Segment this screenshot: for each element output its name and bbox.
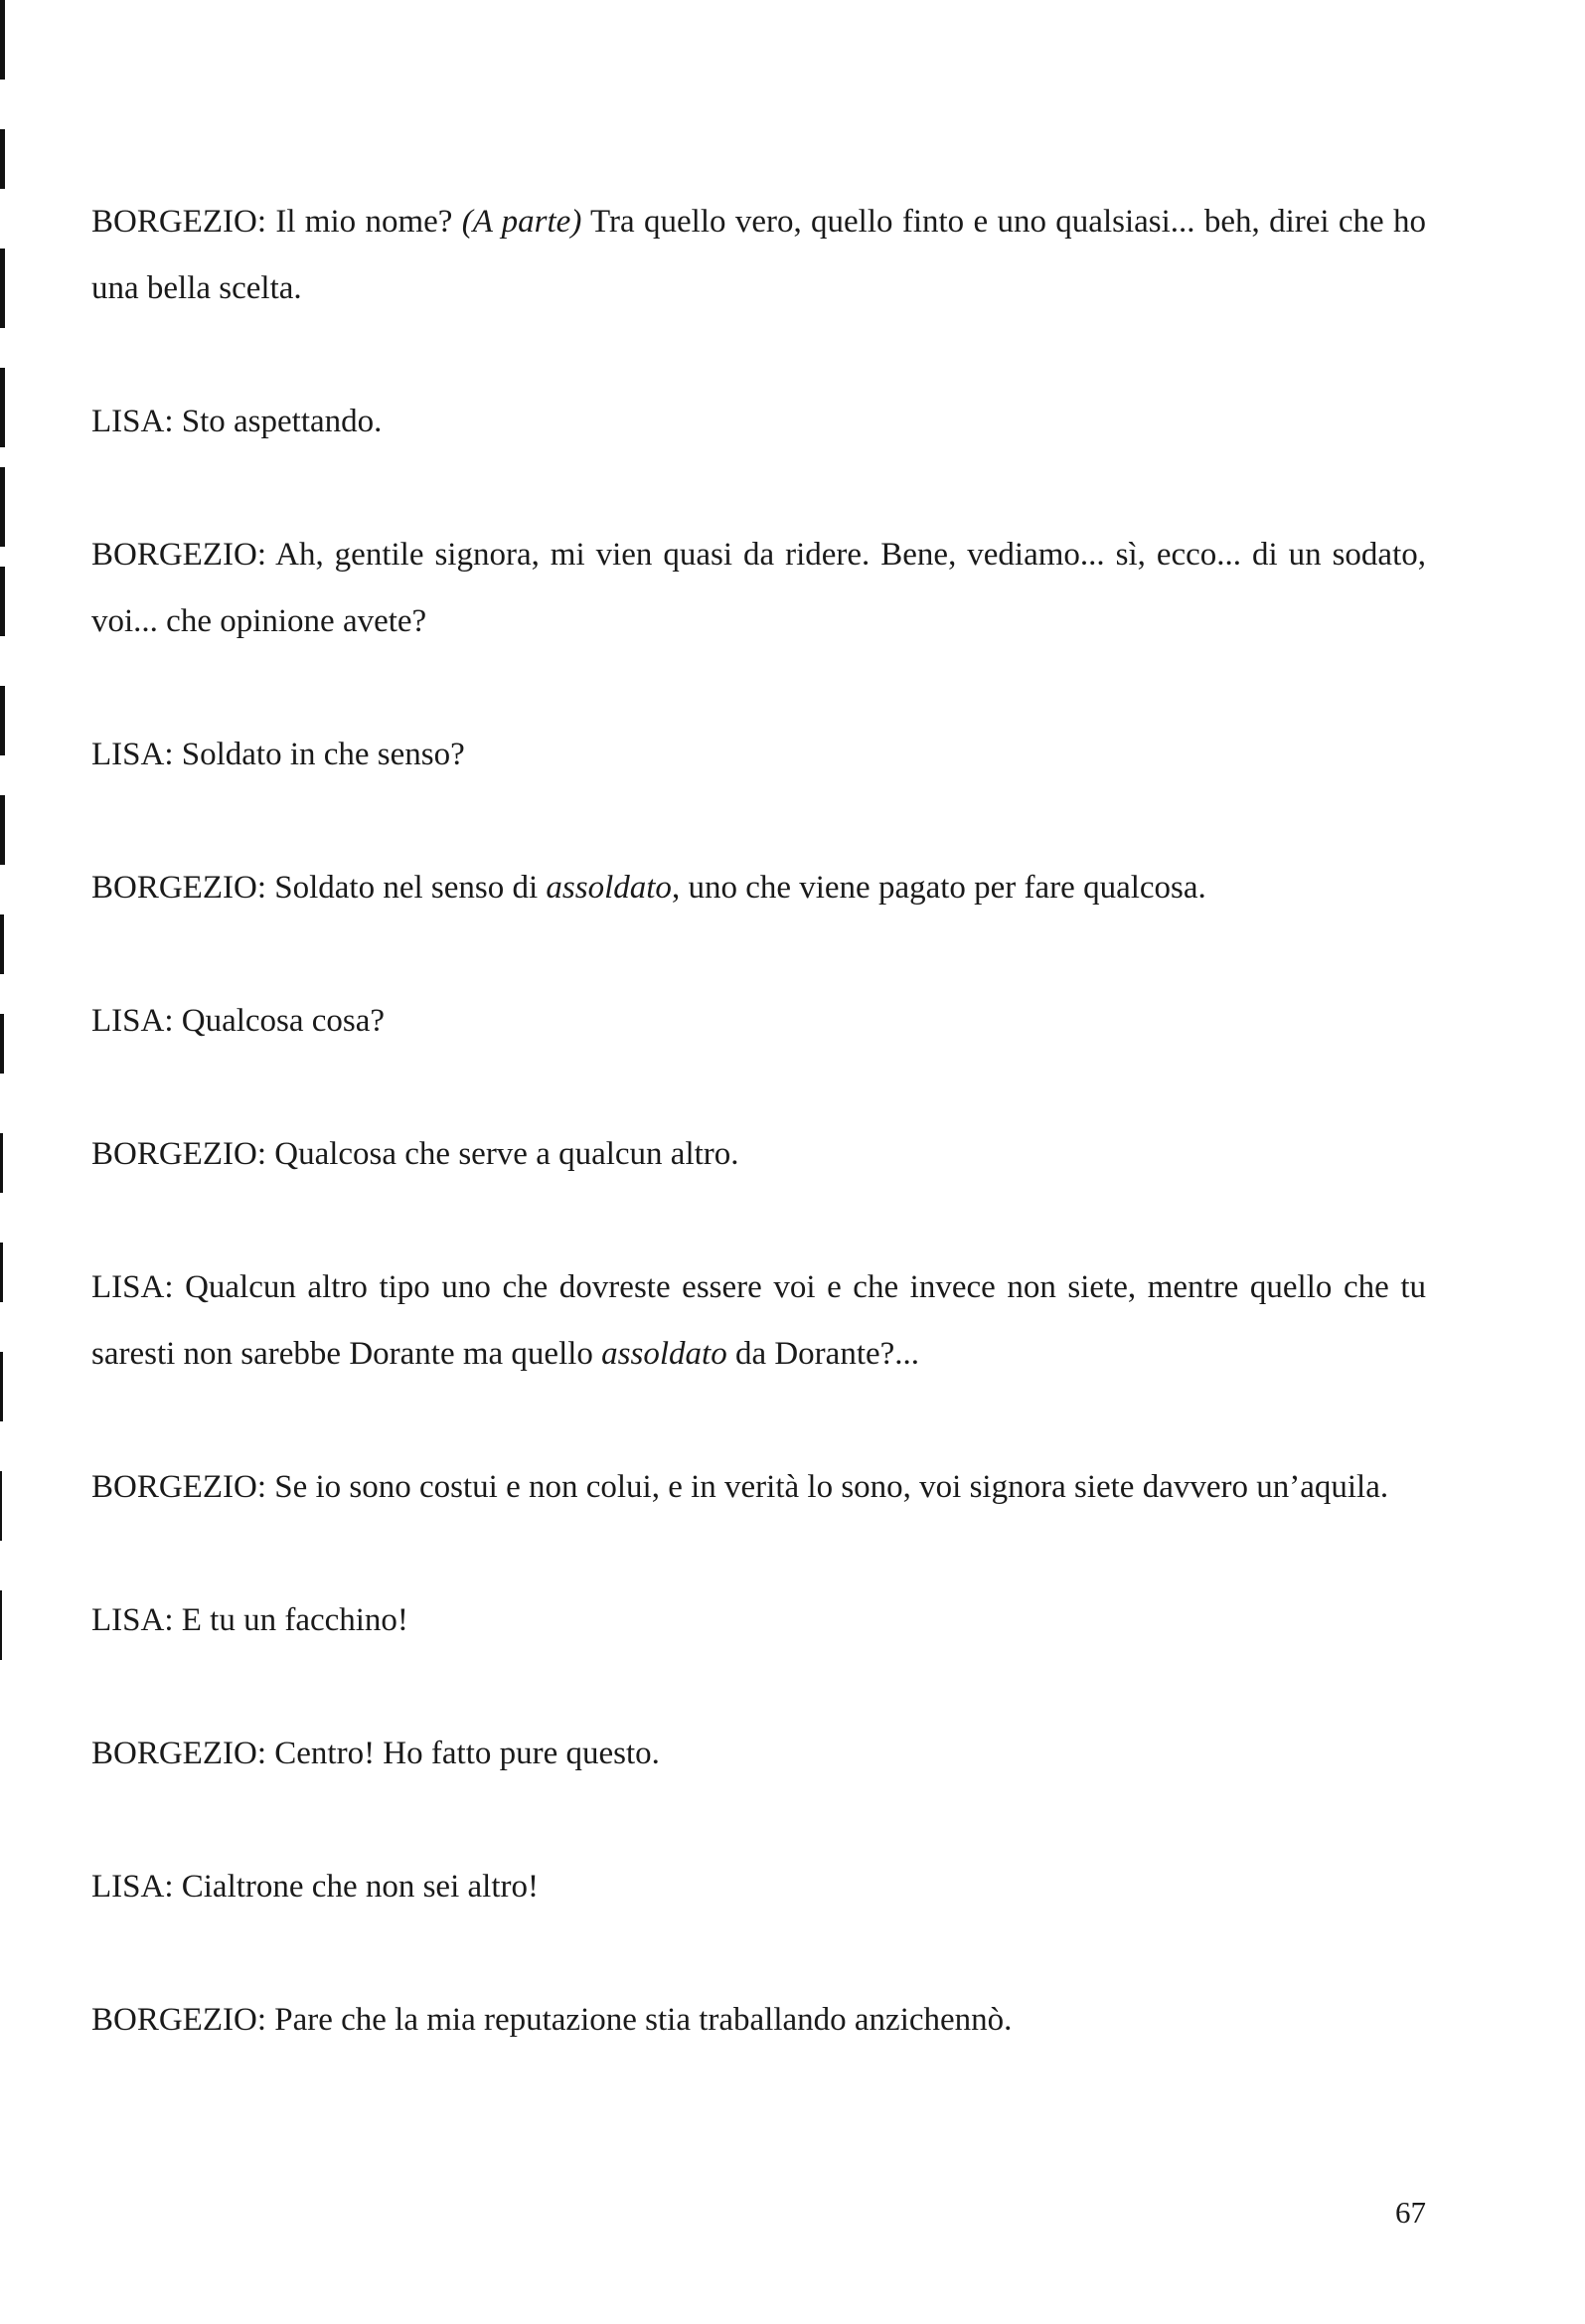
scan-edge-mark [0,0,5,80]
line-text: Sto aspettando. [173,404,383,439]
line-text: Centro! Ho fatto pure questo. [266,1736,660,1771]
speaker-name: LISA: [91,737,174,772]
dialogue-line [91,1587,1426,1654]
speaker-name: LISA: [91,404,174,439]
scan-edge-mark [0,1014,4,1074]
dialogue-line [91,189,1426,322]
line-text: E tu un facchino! [173,1602,408,1638]
scan-edge-mark [0,1133,3,1193]
scan-edge-mark [0,129,5,189]
speaker-name: LISA: [91,1003,174,1039]
line-text: , uno che viene pagato per fare qualcosa. [671,870,1206,906]
italic-text: (A parte) [461,204,582,240]
line-text: Qualcun altro tipo uno che dovreste essere voi e che invece non siete, mentre quello che tu saresti non sarebbe Dorante ma quello [91,1269,1426,1372]
line-text: Soldato in che senso? [173,737,465,772]
line-text: Tra quello vero, quello finto e uno qualsiasi... beh, direi che ho una bella scelta. [91,204,1427,306]
line-text: da Dorante?... [726,1336,920,1372]
speaker-name: BORGEZIO: [91,204,266,240]
scan-edge-mark [0,686,5,755]
scan-edge-mark [0,567,5,636]
scan-edge-mark [0,1352,3,1421]
line-text: Soldato nel senso di [266,870,547,906]
dialogue-line [91,855,1426,921]
speaker-name: LISA: [91,1269,174,1305]
scan-edge-mark [0,1590,2,1660]
line-text: Ah, gentile signora, mi vien quasi da ridere. Bene, vediamo... sì, ecco... di un sodato, voi... che opinione avete? [91,537,1426,639]
scan-edge-mark [0,467,5,547]
speaker-name: LISA: [91,1602,174,1638]
dialogue-line [91,1854,1426,1920]
italic-text: assoldato [546,870,672,906]
dialogue-line [91,722,1426,788]
line-text: Il mio nome? [266,204,462,240]
dialogue-line [91,389,1426,455]
scan-edge-mark [0,795,5,865]
dialogue-line [91,1454,1426,1521]
speaker-name: LISA: [91,1869,174,1905]
speaker-name: BORGEZIO: [91,1136,266,1172]
line-text: Se io sono costui e non colui, e in verità lo sono, voi signora siete davvero un’aquila. [266,1469,1389,1505]
page-number: 67 [1395,2195,1426,2230]
line-text: Qualcosa cosa? [173,1003,386,1039]
line-text: Cialtrone che non sei altro! [173,1869,539,1905]
dialogue-line [91,522,1426,655]
line-text: Qualcosa che serve a qualcun altro. [266,1136,739,1172]
scan-edge-mark [0,1243,3,1302]
line-text: Pare che la mia reputazione stia traballando anzichennò. [266,2002,1013,2038]
dialogue-text [91,189,1426,2120]
dialogue-line [91,1987,1426,2054]
scan-edge-mark [0,1471,2,1541]
scan-edge-mark [0,914,4,974]
dialogue-line [91,1254,1426,1388]
scan-edge-mark [0,249,5,328]
speaker-name: BORGEZIO: [91,1469,266,1505]
scan-edge-mark [0,368,5,447]
speaker-name: BORGEZIO: [91,537,266,573]
dialogue-line [91,1721,1426,1787]
speaker-name: BORGEZIO: [91,870,266,906]
speaker-name: BORGEZIO: [91,2002,266,2038]
speaker-name: BORGEZIO: [91,1736,266,1771]
dialogue-line [91,1121,1426,1188]
italic-text: assoldato [601,1336,727,1372]
dialogue-line [91,988,1426,1055]
